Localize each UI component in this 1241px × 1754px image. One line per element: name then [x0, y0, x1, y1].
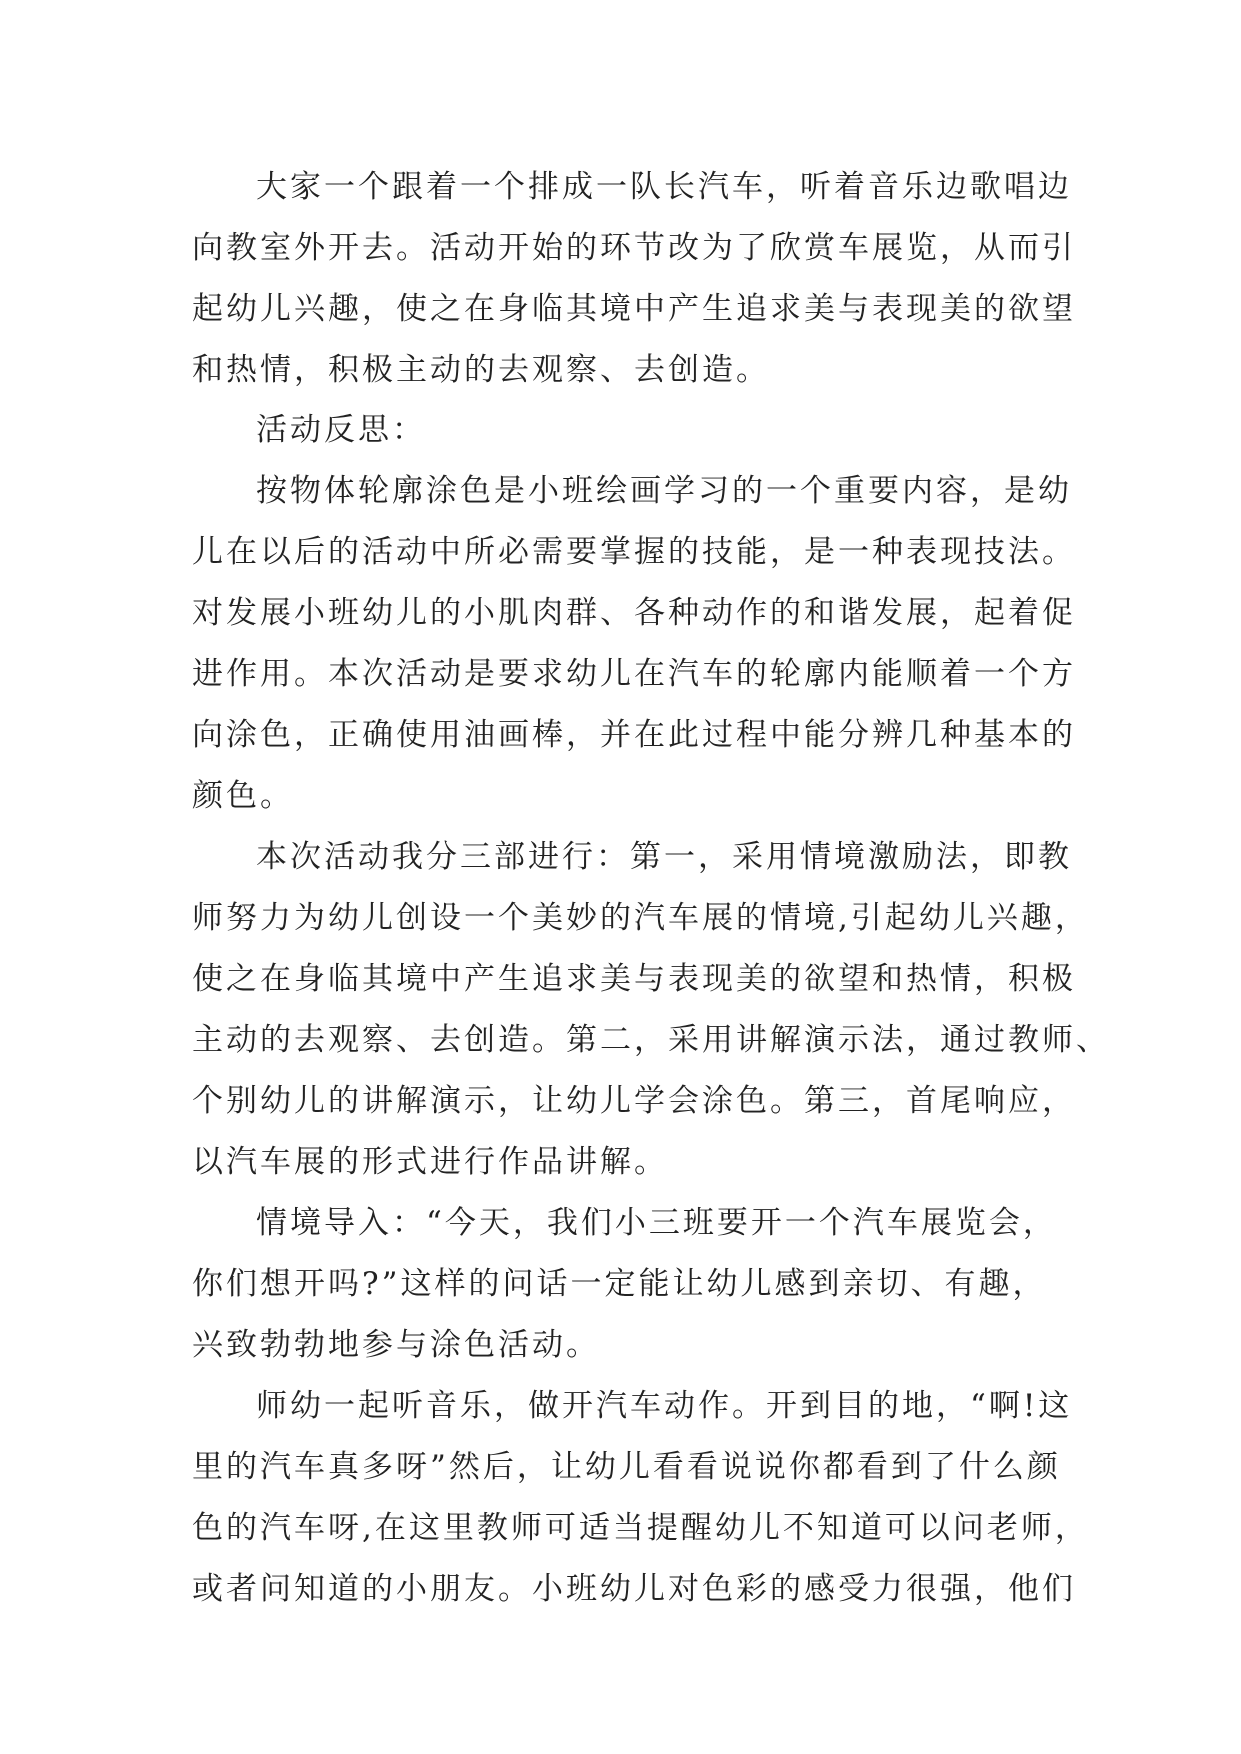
text-line: 向涂色，正确使用油画棒，并在此过程中能分辨几种基本的	[192, 717, 1076, 753]
text-line: 颜色。	[192, 778, 294, 814]
text-line: 活动反思：	[256, 412, 426, 448]
text-line: 向教室外开去。活动开始的环节改为了欣赏车展览，从而引	[192, 230, 1076, 266]
text-line: 对发展小班幼儿的小肌肉群、各种动作的和谐发展，起着促	[192, 595, 1076, 631]
text-line: 兴致勃勃地参与涂色活动。	[192, 1327, 600, 1363]
text-line: 以汽车展的形式进行作品讲解。	[192, 1144, 668, 1180]
text-line: 或者问知道的小朋友。小班幼儿对色彩的感受力很强，他们	[192, 1571, 1076, 1607]
text-line: 主动的去观察、去创造。第二，采用讲解演示法，通过教师、	[192, 1022, 1110, 1058]
text-line: 大家一个跟着一个排成一队长汽车，听着音乐边歌唱边	[256, 169, 1072, 205]
text-line: 色的汽车呀,在这里教师可适当提醒幼儿不知道可以问老师，	[192, 1510, 1089, 1546]
text-line: 本次活动我分三部进行：第一，采用情境激励法，即教	[256, 839, 1072, 875]
text-line: 按物体轮廓涂色是小班绘画学习的一个重要内容，是幼	[256, 473, 1072, 509]
text-line: 情境导入：“今天，我们小三班要开一个汽车展览会，	[256, 1205, 1057, 1241]
text-line: 师幼一起听音乐，做开汽车动作。开到目的地，“啊!这	[256, 1388, 1073, 1424]
text-line: 师努力为幼儿创设一个美妙的汽车展的情境,引起幼儿兴趣，	[192, 900, 1089, 936]
text-line: 和热情，积极主动的去观察、去创造。	[192, 352, 770, 388]
text-line: 你们想开吗?”这样的问话一定能让幼儿感到亲切、有趣，	[192, 1266, 1047, 1302]
text-line: 起幼儿兴趣，使之在身临其境中产生追求美与表现美的欲望	[192, 291, 1076, 327]
text-line: 里的汽车真多呀”然后，让幼儿看看说说你都看到了什么颜	[192, 1449, 1061, 1485]
text-line: 使之在身临其境中产生追求美与表现美的欲望和热情，积极	[192, 961, 1076, 997]
text-line: 进作用。本次活动是要求幼儿在汽车的轮廓内能顺着一个方	[192, 656, 1076, 692]
text-line: 个别幼儿的讲解演示，让幼儿学会涂色。第三，首尾响应，	[192, 1083, 1076, 1119]
text-line: 儿在以后的活动中所必需要掌握的技能，是一种表现技法。	[192, 534, 1076, 570]
